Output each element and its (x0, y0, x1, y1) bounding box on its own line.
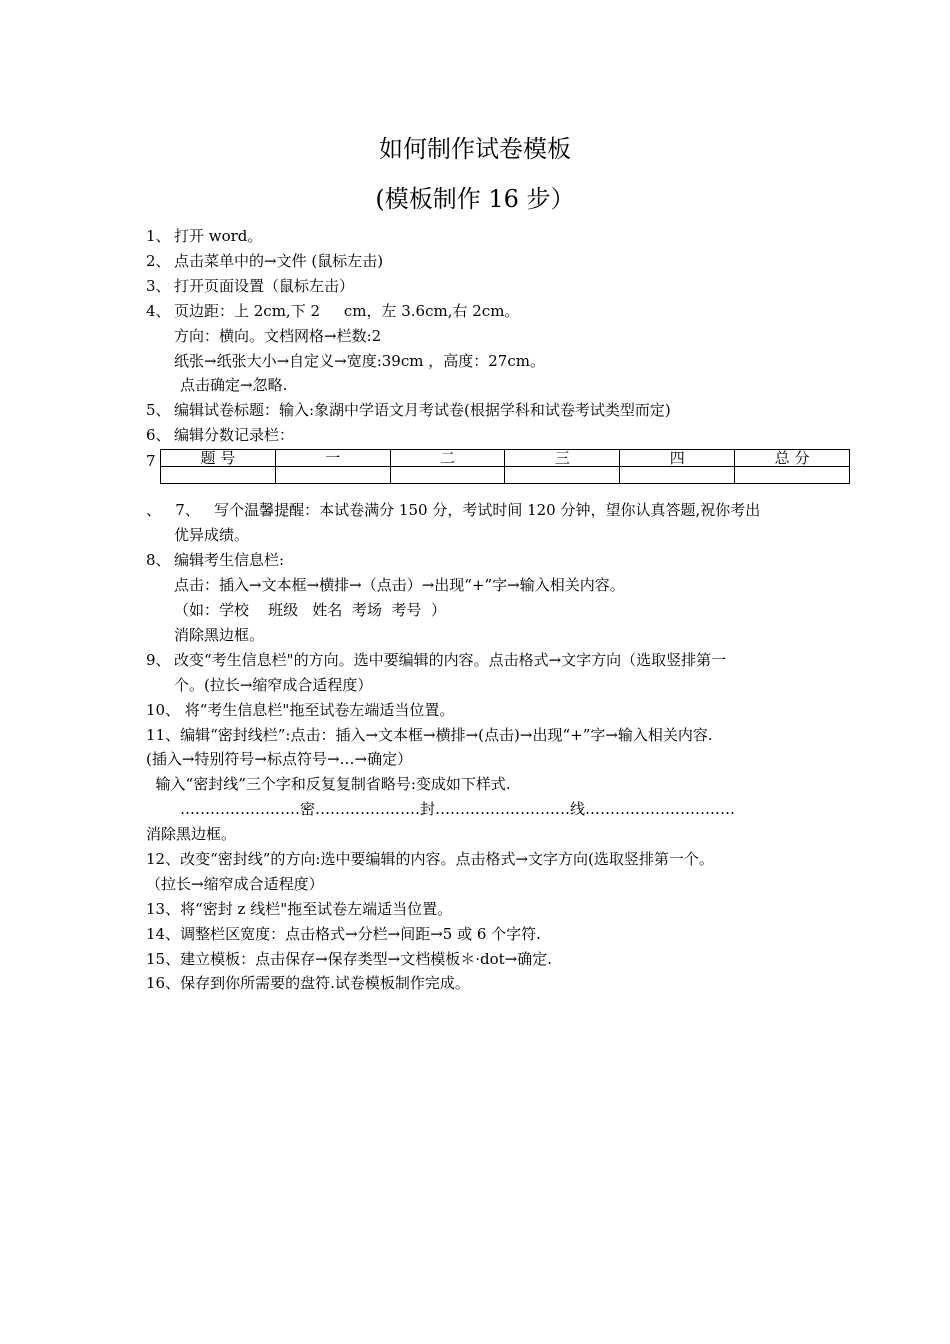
step-9-continued: 个。(拉长→缩窄成合适程度） (174, 676, 373, 694)
step-13: 13、将“密封 z 线栏"拖至试卷左端适当位置。 (146, 900, 453, 918)
step-3 (146, 276, 354, 296)
step-9 (146, 650, 726, 670)
step-11-input: 输入“密封线”三个字和反复复制省略号:变成如下样式. (146, 775, 511, 793)
step-11: 11、编辑“密封线栏”:点击：插入→文本框→横排→(点击)→出现“+”字→输入相关内容. (146, 726, 713, 744)
seal-line-sample: ……………………密…………………封………………………线………………………… (180, 800, 736, 818)
score-record-table (160, 449, 850, 484)
step-text: 打开页面设置（鼠标左击） (174, 277, 355, 295)
step-8-click: 点击：插入→文本框→横排→（点击）→出现“+”字→输入相关内容。 (174, 576, 625, 594)
step-8-example: （如：学校 班级 姓名 考场 考号 ） (174, 601, 446, 619)
table-header-cell: 题 号 (161, 450, 276, 467)
step-number: 8、 (146, 551, 171, 569)
step-number: 4、 (146, 302, 171, 320)
table-cell (620, 467, 735, 484)
step-4-confirm: 点击确定→忽略. (180, 376, 288, 394)
step-8-remove-border: 消除黑边框。 (174, 626, 265, 644)
step-number: 2、 (146, 252, 171, 270)
step-text: 编辑试卷标题：输入:象湖中学语文月考试卷(根据学科和试卷考试类型而定) (174, 401, 671, 419)
step-4 (146, 301, 519, 321)
step-text: 将“考生信息栏"拖至试卷左端适当位置。 (180, 701, 455, 719)
table-header-cell: 三 (505, 450, 620, 467)
table-row (161, 467, 850, 484)
step-11-remove-border: 消除黑边框。 (146, 825, 237, 843)
step-15: 15、建立模板：点击保存→保存类型→文档模板＊·dot→确定. (146, 950, 552, 968)
table-cell (735, 467, 850, 484)
step-number: 9、 (146, 651, 171, 669)
step-text: 页边距：上 2cm,下 2 cm，左 3.6cm,右 2cm。 (174, 302, 520, 320)
step-number: 10、 (146, 701, 181, 719)
step-text: 打开 word。 (174, 227, 263, 245)
step-10 (146, 700, 454, 720)
step-2 (146, 251, 383, 271)
table-header-cell: 四 (620, 450, 735, 467)
step-number: 1、 (146, 227, 171, 245)
step-text: 编辑考生信息栏: (174, 551, 285, 569)
document-subtitle: (模板制作 16 步） (375, 185, 575, 213)
step-text: 改变“考生信息栏"的方向。选中要编辑的内容。点击格式→文字方向（选取竖排第一 (174, 651, 727, 669)
step-text: 编辑分数记录栏： (174, 426, 295, 444)
table-header-row (161, 450, 850, 467)
step-4-orientation: 方向：横向。文档网格→栏数:2 (174, 327, 382, 345)
step-8 (146, 550, 284, 570)
table-cell (161, 467, 276, 484)
step-number: 3、 (146, 277, 171, 295)
step-12-continued: （拉长→缩窄成合适程度） (146, 875, 324, 893)
step-14: 14、调整栏区宽度：点击格式→分栏→间距→5 或 6 个字符. (146, 925, 541, 943)
table-cell (275, 467, 390, 484)
table-cell (390, 467, 505, 484)
table-header-cell: 二 (390, 450, 505, 467)
table-side-number: 7 (146, 452, 156, 470)
step-text: 点击菜单中的→文件 (鼠标左击) (174, 252, 384, 270)
step-7: 、 7、 写个温馨提醒：本试卷满分 150 分，考试时间 120 分钟，望你认真答题,祝你考出 (146, 501, 761, 519)
step-5 (146, 400, 671, 420)
table-cell (505, 467, 620, 484)
table-header-cell: 总 分 (735, 450, 850, 467)
step-1 (146, 226, 262, 246)
table-header-cell: 一 (275, 450, 390, 467)
step-11-insert: (插入→特别符号→标点符号→…→确定） (146, 750, 413, 768)
step-number: 5、 (146, 401, 171, 419)
step-4-paper-size: 纸张→纸张大小→自定义→宽度:39cm ，高度：27cm。 (174, 352, 545, 370)
step-16: 16、保存到你所需要的盘符.试卷模板制作完成。 (146, 974, 470, 992)
document-title: 如何制作试卷模板 (379, 135, 571, 163)
step-7-continued: 优异成绩。 (174, 526, 250, 544)
step-12: 12、改变“密封线”的方向:选中要编辑的内容。点击格式→文字方向(选取竖排第一个。 (146, 850, 714, 868)
step-6 (146, 425, 294, 445)
step-number: 6、 (146, 426, 171, 444)
